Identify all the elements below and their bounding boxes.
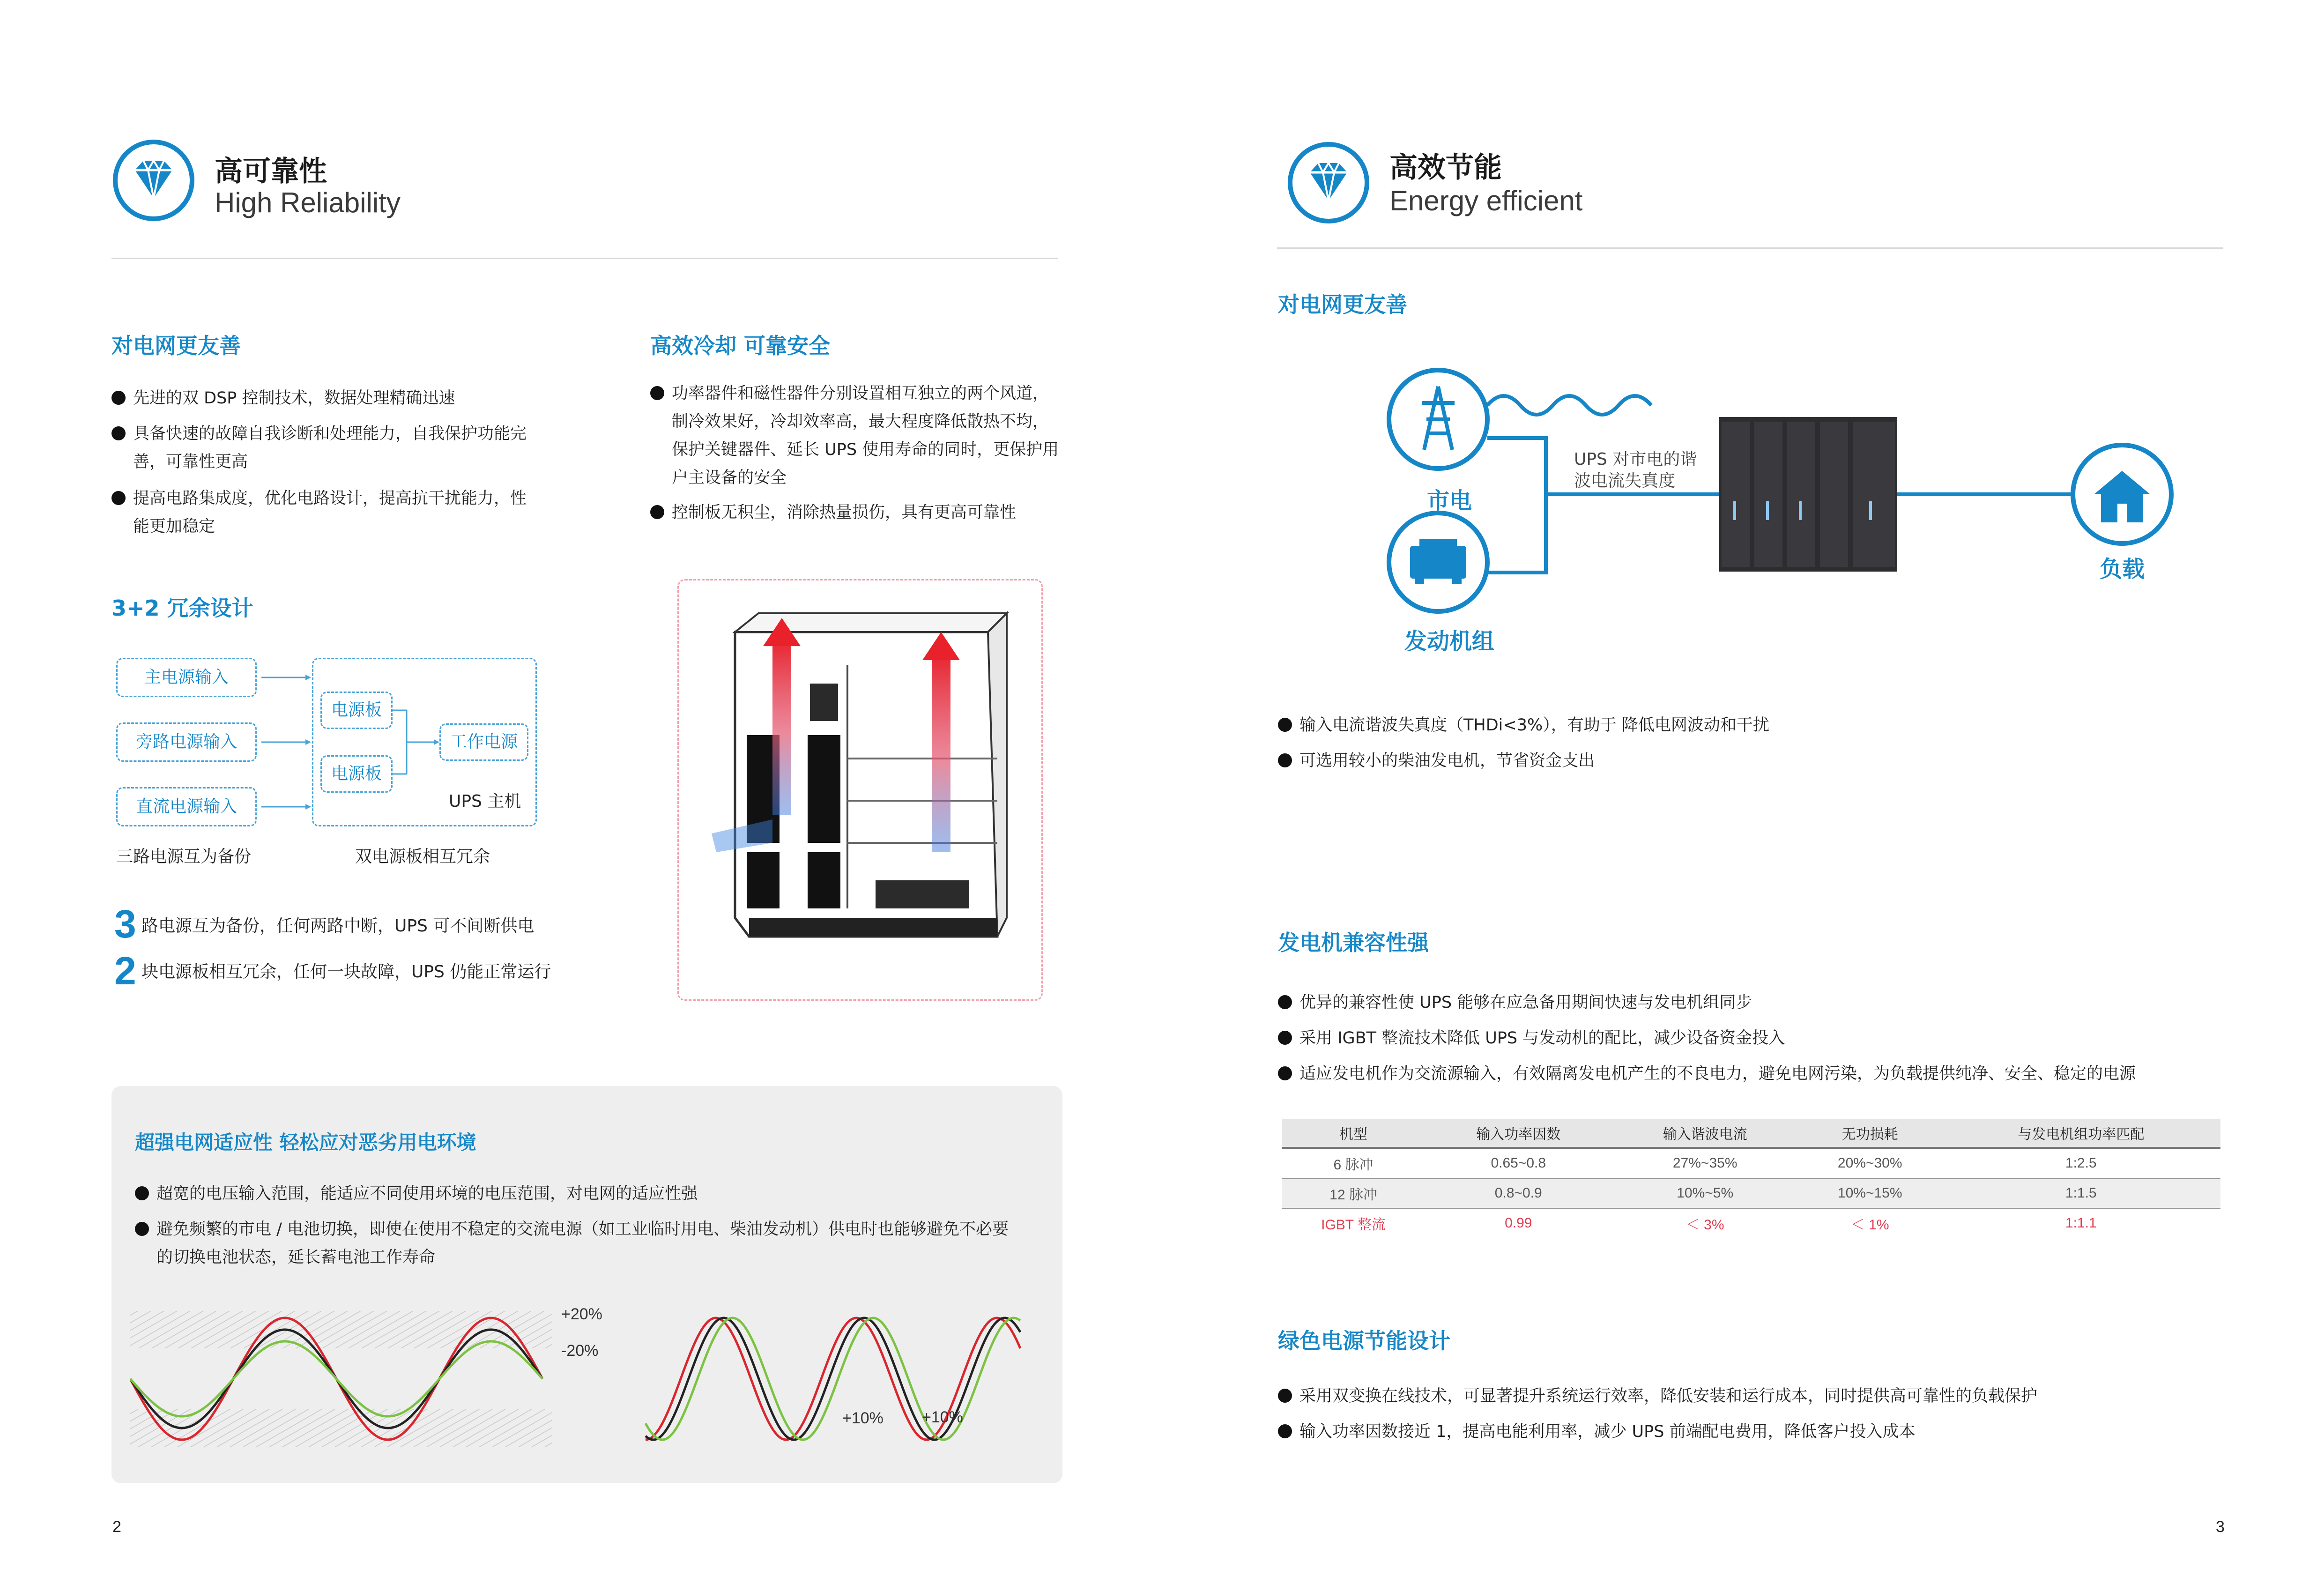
power-topology-diagram	[1377, 361, 2183, 661]
table-cell: 1:1.1	[2065, 1215, 2097, 1231]
table-cell: 20%~30%	[1837, 1155, 1902, 1171]
redundancy-title: 3+2 冗余设计	[111, 595, 253, 621]
section-title-cn: 高可靠性	[215, 155, 327, 188]
bullet-item: 具备快速的故障自我诊断和处理能力，自我保护功能完善，可靠性更高	[111, 420, 533, 476]
adaptability-panel	[111, 1086, 1062, 1483]
table-row	[1282, 1208, 2220, 1238]
table-cell: 1:1.5	[1942, 1178, 2220, 1208]
cooling-illustration	[677, 579, 1043, 1001]
bullet-item: 控制板无积尘，消除热量损伤，具有更高可靠性	[650, 498, 1062, 527]
section-title-en: Energy efficient	[1389, 185, 1583, 216]
label-plus20: +20%	[561, 1305, 602, 1323]
col-header: 与发电机组功率匹配	[1942, 1119, 2220, 1148]
table-cell: 27%~35%	[1672, 1155, 1737, 1171]
fact-number: 3	[114, 902, 136, 946]
bullet-item: 优异的兼容性使 UPS 能够在应急备用期间快速与发电机组同步	[1278, 989, 2224, 1017]
section-title-en: High Reliability	[215, 187, 401, 218]
header-divider	[111, 258, 1058, 259]
power-board-box: 电源板	[320, 692, 393, 729]
power-board-box: 电源板	[320, 755, 393, 793]
wave-phase-late	[646, 1318, 1020, 1440]
page-number: 3	[2216, 1518, 2225, 1536]
col-header: 输入谐波电流	[1611, 1119, 1798, 1148]
table-row	[1282, 1178, 2220, 1208]
grid-friendly-title: 对电网更友善	[1278, 292, 1407, 317]
fact-text: 路电源互为备份，任何两路中断，UPS 可不间断供电	[141, 916, 535, 936]
table-row	[1282, 1148, 2220, 1178]
wave-phase-early	[646, 1318, 1020, 1440]
bullet-item: 输入功率因数接近 1，提高电能利用率，减少 UPS 前端配电费用，降低客户投入成本	[1278, 1418, 2224, 1446]
bullet-item: 提高电路集成度，优化电路设计，提高抗干扰能力，性能更加稳定	[111, 484, 533, 541]
ups-note-line2: 波电流失真度	[1574, 471, 1676, 491]
table-cell: 10%~15%	[1798, 1178, 1942, 1208]
bullet-item: 可选用较小的柴油发电机，节省资金支出	[1278, 747, 2224, 775]
wave-minus20	[130, 1341, 542, 1416]
table-cell: 10%~5%	[1611, 1178, 1798, 1208]
table-cell: 1:2.5	[2065, 1155, 2097, 1171]
bullet-item: 适应发电机作为交流源输入，有效隔离发电机产生的不良电力，避免电网污染，为负载提供纯净、安全、稳定的电源	[1278, 1060, 2224, 1088]
fact-number: 2	[114, 949, 136, 993]
table-header-row	[1282, 1119, 2220, 1148]
page-number: 2	[112, 1518, 121, 1536]
ups-note-line1: UPS 对市电的谐	[1574, 450, 1697, 469]
bullet-item: 超宽的电压输入范围，能适应不同使用环境的电压范围，对电网的适应性强	[135, 1180, 1025, 1208]
wave-phase-nominal	[646, 1318, 1020, 1440]
mains-label: 市电	[1427, 488, 1472, 514]
adaptability-title: 超强电网适应性 轻松应对恶劣用电环境	[135, 1131, 476, 1154]
dc-power-input-box: 直流电源输入	[116, 787, 257, 826]
genset-label: 发动机组	[1404, 628, 1495, 655]
col-header: 无功损耗	[1798, 1119, 1942, 1148]
bullet-item: 采用 IGBT 整流技术降低 UPS 与发动机的配比，减少设备资金投入	[1278, 1024, 2224, 1052]
bullet-item: 先进的双 DSP 控制技术，数据处理精确迅速	[111, 384, 533, 412]
ups-host-label: UPS 主机	[449, 792, 521, 811]
table-cell: ＜ 3%	[1685, 1217, 1724, 1233]
redundancy-connectors	[257, 656, 444, 829]
table-cell: ＜ 1%	[1850, 1217, 1889, 1233]
col-header: 机型	[1282, 1119, 1425, 1148]
table-cell: 12 脉冲	[1282, 1178, 1425, 1208]
table-cell: 0.8~0.9	[1425, 1178, 1611, 1208]
table-cell: 6 脉冲	[1333, 1157, 1374, 1173]
header-divider	[1277, 247, 2223, 249]
bullet-item: 采用双变换在线技术，可显著提升系统运行效率，降低安装和运行成本，同时提供高可靠性的负载保护	[1278, 1382, 2224, 1410]
generator-compat-table	[1282, 1119, 2220, 1238]
caption-dual-board: 双电源板相互冗余	[355, 847, 490, 866]
grid-friendly-title: 对电网更友善	[111, 333, 241, 358]
label-minus20: -20%	[561, 1342, 599, 1360]
diamond-icon	[111, 138, 196, 223]
table-cell: 0.99	[1505, 1215, 1532, 1231]
bullet-item: 功率器件和磁性器件分别设置相互独立的两个风道，制冷效果好，冷却效率高，最大程度降低散热不均，保护关键器件、延长 UPS 使用寿命的同时，更保护用户主设备的安全	[650, 379, 1062, 492]
bypass-power-input-box: 旁路电源输入	[116, 722, 257, 762]
cooling-title: 高效冷却 可靠安全	[650, 333, 831, 358]
caption-triple-input: 三路电源互为备份	[116, 847, 252, 866]
generator-title: 发电机兼容性强	[1278, 930, 1429, 955]
bullet-item: 输入电流谐波失真度（THDi<3%），有助于 降低电网波动和干扰	[1278, 711, 2224, 739]
ups-cabinet-airflow-image	[679, 580, 1041, 999]
bullet-item: 避免频繁的市电 / 电池切换，即使在使用不稳定的交流电源（如工业临时用电、柴油发动机）供电时也能够避免不必要的切换电池状态，延长蓄电池工作寿命	[135, 1215, 1016, 1272]
diamond-icon	[1286, 141, 1371, 225]
table-cell: 0.65~0.8	[1491, 1155, 1546, 1171]
label-plus10-b: +10%	[922, 1408, 963, 1426]
green-design-title: 绿色电源节能设计	[1278, 1328, 1450, 1354]
col-header: 输入功率因数	[1425, 1119, 1611, 1148]
fact-text: 块电源板相互冗余，任何一块故障，UPS 仍能正常运行	[141, 962, 551, 982]
voltage-waveform-chart	[130, 1292, 1044, 1465]
ups-cabinet-image	[1719, 417, 1897, 572]
table-cell: IGBT 整流	[1321, 1217, 1386, 1233]
load-label: 负载	[2100, 556, 2145, 582]
section-title-cn: 高效节能	[1389, 151, 1502, 184]
working-power-box: 工作电源	[439, 723, 528, 761]
main-power-input-box: 主电源输入	[116, 658, 257, 697]
label-plus10-a: +10%	[842, 1409, 884, 1427]
